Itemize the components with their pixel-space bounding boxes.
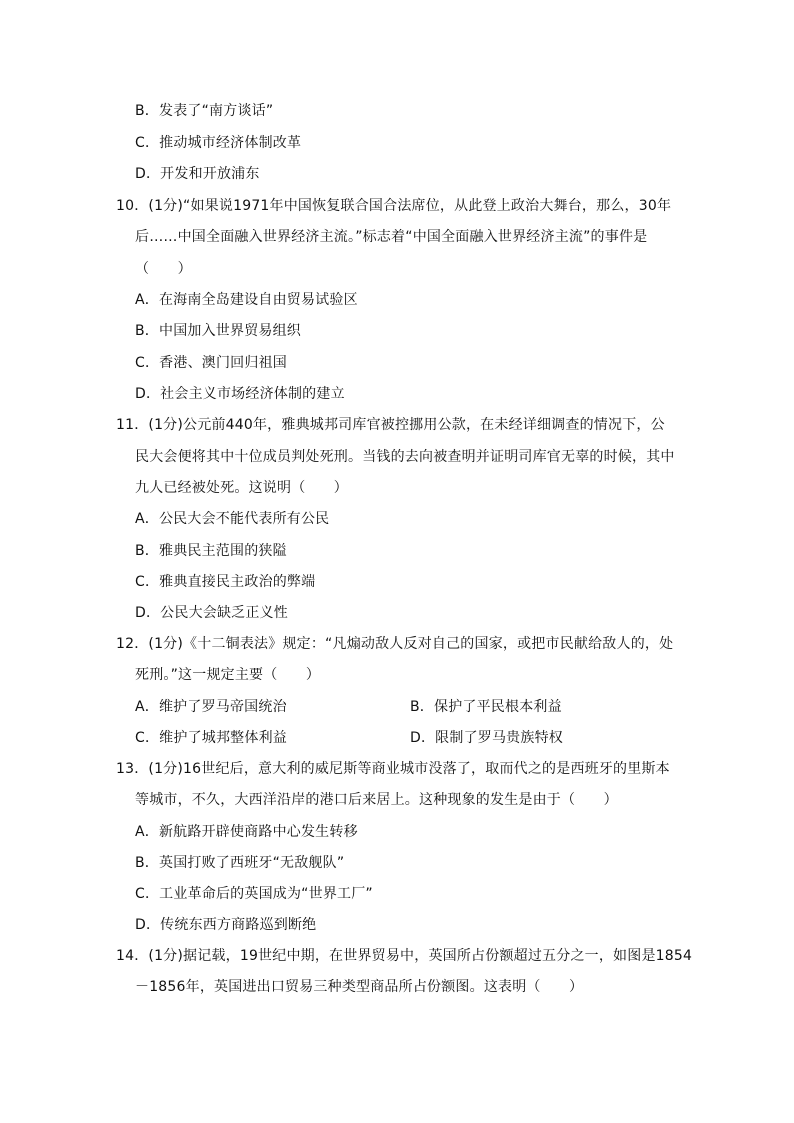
q11-option-d: D．公民大会缺乏正义性 — [135, 605, 288, 621]
q12-option-a: A．维护了罗马帝国统治 — [135, 699, 287, 715]
q11-option-b: B．雅典民主范围的狭隘 — [135, 543, 287, 559]
q13-option-a: A．新航路开辟使商路中心发生转移 — [135, 824, 358, 840]
q13-option-c: C．工业革命后的英国成为“世界工厂” — [135, 886, 373, 902]
q12-stem-line-1: 12．(1分)《十二铜表法》规定：“凡煽动敌人反对自己的国家，或把市民献给敌人的，处 — [116, 636, 674, 652]
q10-stem-line-1: 10．(1分)“如果说1971年中国恢复联合国合法席位，从此登上政治大舞台，那么，30年 — [116, 198, 672, 214]
q10-option-b: B．中国加入世界贸易组织 — [135, 323, 302, 339]
q11-stem-line-3: 九人已经被处死。这说明（ ） — [135, 480, 348, 496]
q10-option-d: D．社会主义市场经济体制的建立 — [135, 386, 345, 402]
q12-option-d: D．限制了罗马贵族特权 — [410, 730, 563, 746]
q9-option-b: B．发表了“南方谈话” — [135, 103, 274, 119]
q13-stem-line-2: 等城市，不久，大西洋沿岸的港口后来居上。这种现象的发生是由于（ ） — [135, 792, 618, 808]
q9-option-c: C．推动城市经济体制改革 — [135, 135, 302, 151]
q10-option-c: C．香港、澳门回归祖国 — [135, 355, 287, 371]
q12-option-c: C．维护了城邦整体利益 — [135, 730, 287, 746]
q10-option-a: A．在海南全岛建设自由贸易试验区 — [135, 292, 358, 308]
q10-stem-line-2: 后……中国全面融入世界经济主流。”标志着“中国全面融入世界经济主流”的事件是 — [135, 229, 648, 245]
q11-stem-line-1: 11．(1分)公元前440年，雅典城邦司库官被控挪用公款，在未经详细调查的情况下，公 — [116, 417, 665, 433]
q13-option-b: B．英国打败了西班牙“无敌舰队” — [135, 855, 345, 871]
q9-option-d: D．开发和开放浦东 — [135, 166, 260, 182]
q11-stem-line-2: 民大会便将其中十位成员判处死刑。当钱的去向被查明并证明司库官无辜的时候，其中 — [135, 449, 675, 465]
q11-option-a: A．公民大会不能代表所有公民 — [135, 511, 330, 527]
q14-stem-line-2: －1856年，英国进出口贸易三种类型商品所占份额图。这表明（ ） — [135, 979, 584, 995]
q12-stem-line-2: 死刑。”这一规定主要（ ） — [135, 667, 321, 683]
q13-stem-line-1: 13．(1分)16世纪后，意大利的威尼斯等商业城市没落了，取而代之的是西班牙的里斯本 — [116, 761, 670, 777]
q10-stem-line-3: （ ） — [135, 261, 192, 277]
q12-option-b: B．保护了平民根本利益 — [410, 699, 562, 715]
q13-option-d: D．传统东西方商路巡到断绝 — [135, 917, 317, 933]
q11-option-c: C．雅典直接民主政治的弊端 — [135, 574, 316, 590]
q14-stem-line-1: 14．(1分)据记载，19世纪中期，在世界贸易中，英国所占份额超过五分之一，如图是1854 — [116, 948, 693, 964]
